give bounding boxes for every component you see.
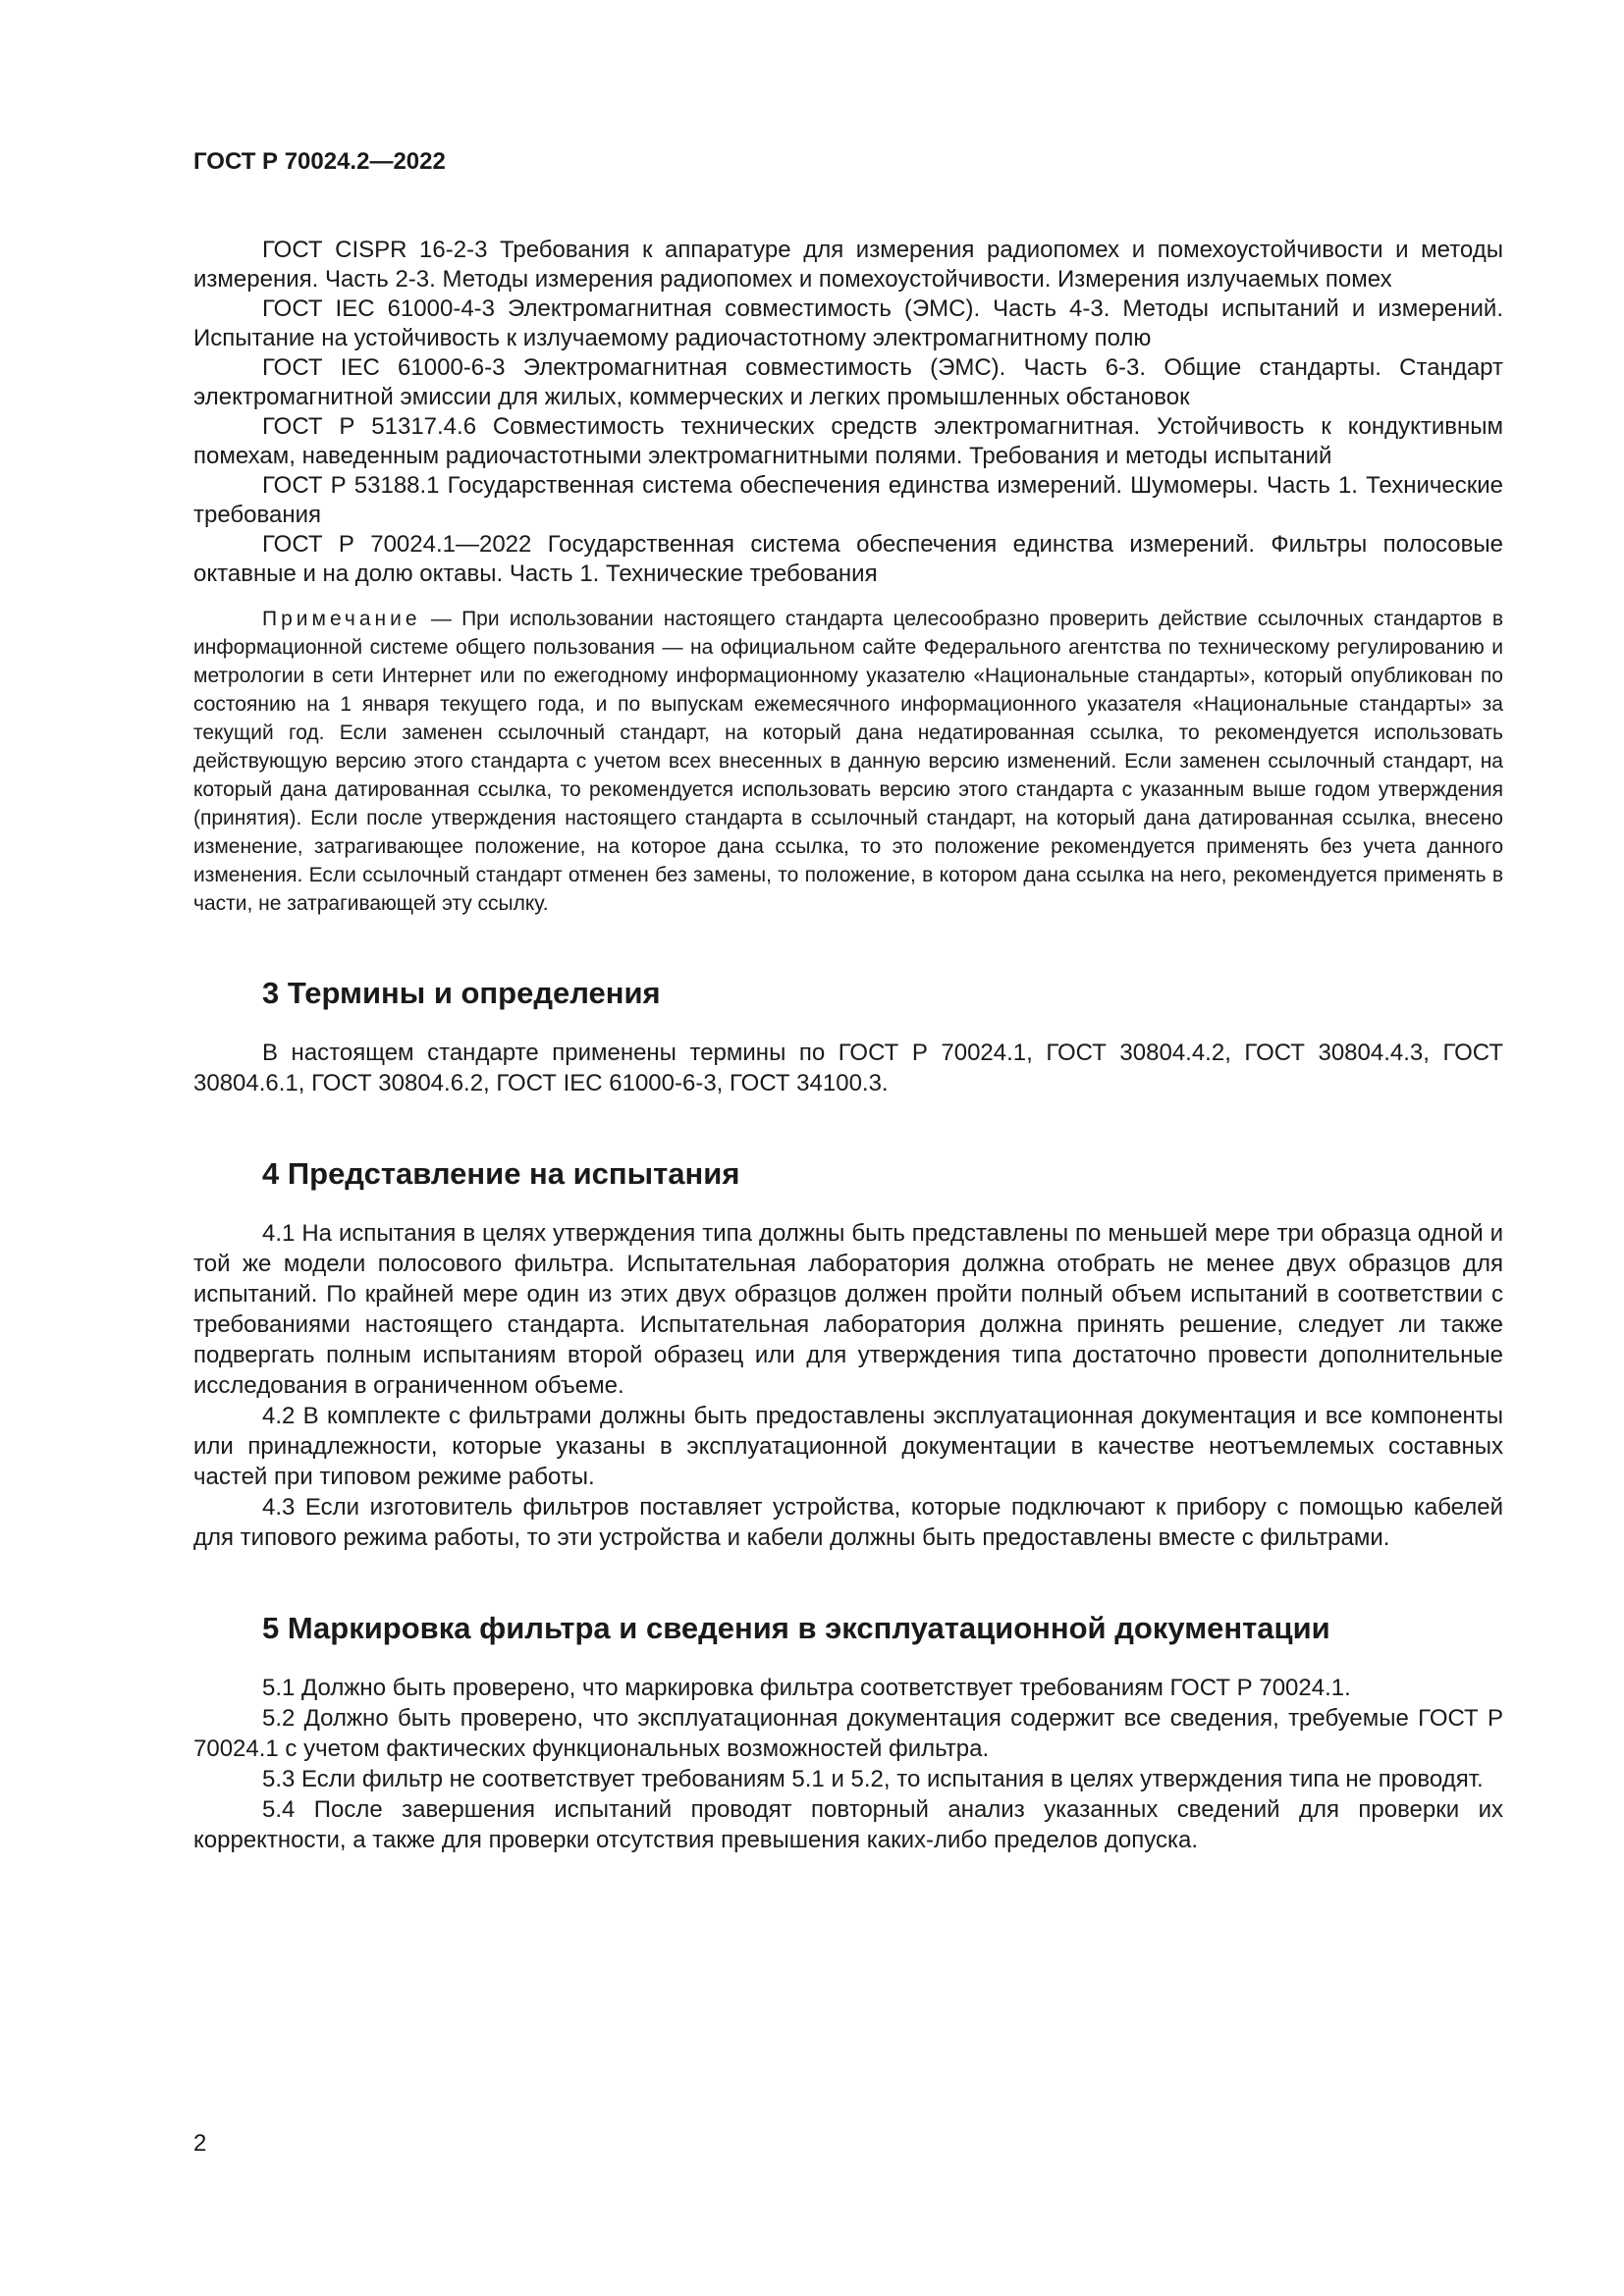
page-number: 2 [193, 2130, 207, 2157]
section-4-paragraph: 4.1 На испытания в целях утверждения типа должны быть представлены по меньшей мере три образца одной и той же модели полосового фильтра. Испытательная лаборатория должна отобрать не менее двух образцов для испытаний. По крайней мере один из этих двух образцов должен пройти полный объем испытаний в соответствии с требованиями настоящего стандарта. Испытательная лаборатория должна принять решение, следует ли также подвергать полным испытаниям второй образец или для утверждения типа достаточно провести дополнительные исследования в ограниченном объеме. [193, 1220, 1503, 1399]
normative-references [193, 236, 1503, 589]
document-page [193, 147, 1503, 1855]
section-3-paragraph: В настоящем стандарте применены термины по ГОСТ Р 70024.1, ГОСТ 30804.4.2, ГОСТ 30804.4.3, ГОСТ 30804.6.1, ГОСТ 30804.6.2, ГОСТ IEC 61000-6-3, ГОСТ 34100.3. [193, 1040, 1503, 1096]
section-4 [193, 1155, 1503, 1553]
section-5-title: 5 Маркировка фильтра и сведения в эксплуатационной документации [262, 1611, 1330, 1645]
section-5-paragraph: 5.2 Должно быть проверено, что эксплуатационная документация содержит все сведения, требуемые ГОСТ Р 70024.1 с учетом фактических функциональных возможностей фильтра. [193, 1705, 1503, 1762]
section-3-title: 3 Термины и определения [262, 976, 661, 1010]
section-4-paragraph: 4.3 Если изготовитель фильтров поставляет устройства, которые подключают к прибору с помощью кабелей для типового режима работы, то эти устройства и кабели должны быть предоставлены вместе с фильтрами. [193, 1494, 1503, 1551]
section-3 [193, 975, 1503, 1098]
section-5-paragraph: 5.1 Должно быть проверено, что маркировка фильтра соответствует требованиям ГОСТ Р 70024.1. [262, 1675, 1351, 1701]
note-text: — При использовании настоящего стандарта целесообразно проверить действие ссылочных стандартов в информационной системе общего пользования — на официальном сайте Федерального агентства по техническому регулированию и метрологии в сети Интернет или по ежегодному информационному указателю «Национальные стандарты», который опубликован по состоянию на 1 января текущего года, и по выпускам ежемесячного информационного указателя «Национальные стандарты» за текущий год. Если заменен ссылочный стандарт, на который дана недатированная ссылка, то рекомендуется использовать действующую версию этого стандарта с учетом всех внесенных в данную версию изменений. Если заменен ссылочный стандарт, на который дана датированная ссылка, то рекомендуется использовать версию этого стандарта с указанным выше годом утверждения (принятия). Если после утверждения настоящего стандарта в ссылочный стандарт, на который дана датированная ссылка, внесено изменение, затрагивающее положение, на которое дана ссылка, то это положение рекомендуется применять без учета данного изменения. Если ссылочный стандарт отменен без замены, то положение, в котором дана ссылка на него, рекомендуется применять в части, не затрагивающей эту ссылку. [193, 608, 1503, 915]
section-5-paragraph: 5.3 Если фильтр не соответствует требованиям 5.1 и 5.2, то испытания в целях утверждения типа не проводят. [262, 1766, 1484, 1792]
note [193, 605, 1503, 918]
reference-item: ГОСТ IEC 61000-6-3 Электромагнитная совместимость (ЭМС). Часть 6-3. Общие стандарты. Стандарт электромагнитной эмиссии для жилых, коммерческих и легких промышленных обстановок [193, 354, 1503, 410]
reference-item: ГОСТ Р 53188.1 Государственная система обеспечения единства измерений. Шумомеры. Часть 1. Технические требования [193, 472, 1503, 528]
document-header: ГОСТ Р 70024.2—2022 [193, 148, 446, 175]
reference-item: ГОСТ Р 70024.1—2022 Государственная система обеспечения единства измерений. Фильтры полосовые октавные и на долю октавы. Часть 1. Технические требования [193, 531, 1503, 587]
reference-item: ГОСТ Р 51317.4.6 Совместимость технических средств электромагнитная. Устойчивость к кондуктивным помехам, наведенным радиочастотными электромагнитными полями. Требования и методы испытаний [193, 413, 1503, 469]
section-5-paragraph: 5.4 После завершения испытаний проводят повторный анализ указанных сведений для проверки их корректности, а также для проверки отсутствия превышения каких-либо пределов допуска. [193, 1796, 1503, 1853]
reference-item: ГОСТ CISPR 16-2-3 Требования к аппаратуре для измерения радиопомех и помехоустойчивости и методы измерения. Часть 2-3. Методы измерения радиопомех и помехоустойчивости. Измерения излучаемых помех [193, 237, 1503, 293]
section-5 [193, 1610, 1503, 1855]
section-4-title: 4 Представление на испытания [262, 1156, 740, 1191]
reference-item: ГОСТ IEC 61000-4-3 Электромагнитная совместимость (ЭМС). Часть 4-3. Методы испытаний и измерений. Испытание на устойчивость к излучаемому радиочастотному электромагнитному полю [193, 295, 1503, 351]
note-label: Примечание [262, 608, 421, 630]
section-4-paragraph: 4.2 В комплекте с фильтрами должны быть предоставлены эксплуатационная документация и все компоненты или принадлежности, которые указаны в эксплуатационной документации в качестве неотъемлемых составных частей при типовом режиме работы. [193, 1403, 1503, 1490]
